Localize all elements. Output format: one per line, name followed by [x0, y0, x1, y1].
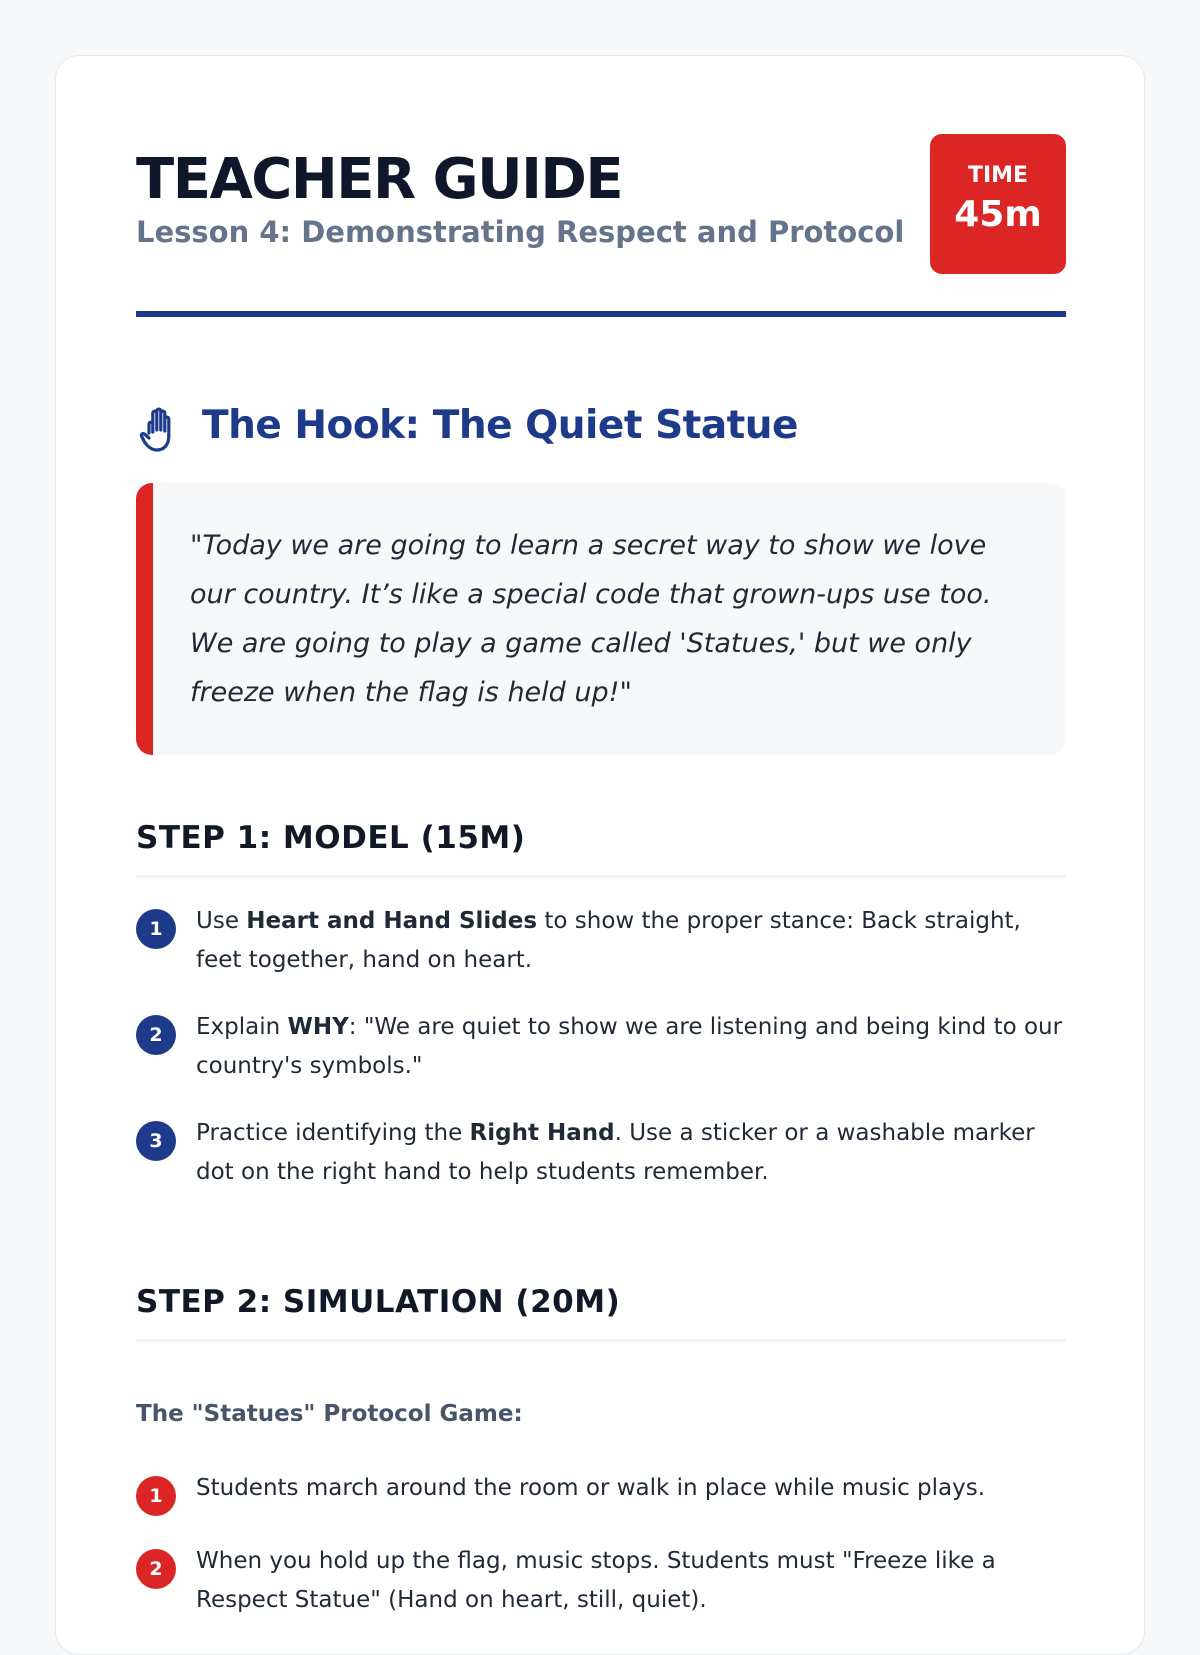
- step-1-item-2: [136, 1008, 1066, 1086]
- time-label: TIME: [967, 163, 1029, 188]
- step-1-list: [136, 902, 1066, 1192]
- step-number-badge: 3: [136, 1121, 176, 1161]
- teacher-guide-card: [55, 55, 1145, 1655]
- step-2-list: [136, 1469, 1066, 1620]
- step-number-badge: 2: [136, 1549, 176, 1589]
- hook-section-title: [136, 401, 1066, 457]
- item-text-bold: Right Hand: [469, 1120, 615, 1146]
- item-text-end: to show the proper stance: Back straight, feet together, hand on heart.: [196, 908, 1021, 973]
- guide-header: [136, 134, 1066, 317]
- item-text-bold: WHY: [287, 1014, 349, 1040]
- step-2-heading: STEP 2: SIMULATION (20M): [136, 1282, 1066, 1342]
- step-1-item-3: [136, 1114, 1066, 1192]
- step-2-item-2: [136, 1542, 1066, 1620]
- item-text-start: Explain: [196, 1014, 288, 1040]
- raised-hand-icon: [136, 403, 188, 455]
- step-number-badge: 2: [136, 1015, 176, 1055]
- time-value: 45m: [954, 194, 1042, 235]
- page-title: TEACHER GUIDE: [136, 147, 623, 212]
- item-text-bold: Heart and Hand Slides: [246, 908, 538, 934]
- item-text: Students march around the room or walk in place while music plays.: [196, 1475, 986, 1501]
- step-1-item-1: [136, 902, 1066, 980]
- protocol-game-label: The "Statues" Protocol Game:: [136, 1401, 523, 1427]
- step-number-badge: 1: [136, 1476, 176, 1516]
- item-text-start: Practice identifying the: [196, 1120, 470, 1146]
- hook-quote: "Today we are going to learn a secret way to show we love our country. It’s like a special code that grown-ups use too. We are going to play a game called 'Statues,' but we only freeze when the flag is held up!": [190, 530, 992, 708]
- item-text-start: Use: [196, 908, 247, 934]
- item-text: When you hold up the flag, music stops. Students must "Freeze like a Respect Statue" (Hand on heart, still, quiet).: [196, 1548, 996, 1613]
- item-text-end: . Use a sticker or a washable marker dot on the right hand to help students remember.: [196, 1120, 1035, 1185]
- step-1-heading: STEP 1: MODEL (15M): [136, 818, 1066, 878]
- step-2-item-1: [136, 1469, 1066, 1508]
- item-text-end: : "We are quiet to show we are listening and being kind to our country's symbols.": [196, 1014, 1063, 1079]
- step-number-badge: 1: [136, 909, 176, 949]
- time-badge: [930, 134, 1066, 274]
- lesson-subtitle: Lesson 4: Demonstrating Respect and Protocol: [136, 215, 905, 249]
- hook-heading: The Hook: The Quiet Statue: [202, 403, 798, 448]
- hook-quote-callout: [136, 483, 1066, 755]
